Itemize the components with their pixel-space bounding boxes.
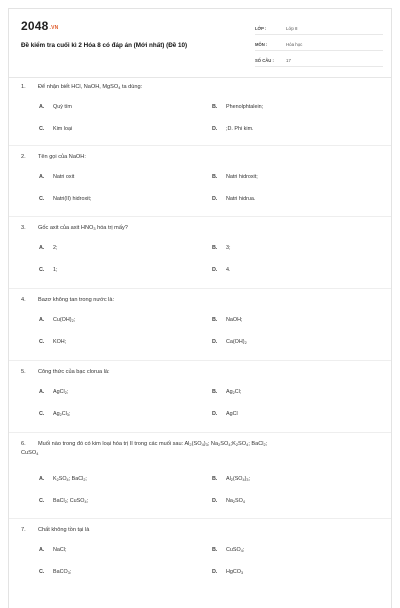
option-letter: B. xyxy=(212,547,218,553)
option-letter: C. xyxy=(39,126,45,132)
meta-value[interactable]: Lớp 8 xyxy=(286,26,298,31)
option-letter: A. xyxy=(39,547,45,553)
logo-text: 2048 xyxy=(21,19,49,33)
answer-option[interactable] xyxy=(212,498,245,504)
question-number: 6. xyxy=(21,441,26,447)
meta-label: SỐ CÂU : xyxy=(255,58,274,63)
meta-value[interactable]: Hóa học xyxy=(286,42,303,47)
answer-option[interactable] xyxy=(39,104,72,110)
exam-page xyxy=(8,8,392,608)
question-separator xyxy=(9,216,391,217)
option-letter: A. xyxy=(39,104,45,110)
option-text: NaCl; xyxy=(53,547,67,553)
answer-option[interactable] xyxy=(39,389,68,395)
answer-option[interactable] xyxy=(39,317,75,323)
answer-option[interactable] xyxy=(212,476,250,482)
answer-option[interactable] xyxy=(39,196,91,202)
option-letter: B. xyxy=(212,245,218,251)
option-letter: C. xyxy=(39,498,45,504)
page-title: Đề kiểm tra cuối kì 2 Hóa 8 có đáp án (Mới nhất) (Đề 10) xyxy=(21,42,188,49)
option-letter: A. xyxy=(39,245,45,251)
question-stem xyxy=(21,296,381,305)
question-text: Để nhận biết HCl, NaOH, MgSO$_4$ ta dùng: xyxy=(38,84,143,90)
question-number: 3. xyxy=(21,225,26,231)
option-letter: C. xyxy=(39,196,45,202)
question-separator xyxy=(9,145,391,146)
question-separator xyxy=(9,432,391,433)
option-text: $Ca(OH)_2$ xyxy=(226,339,247,345)
option-letter: C. xyxy=(39,339,45,345)
answer-option[interactable] xyxy=(212,317,242,323)
answer-option[interactable] xyxy=(212,547,244,553)
option-text: CuSO$_4$; xyxy=(226,547,245,553)
option-letter: D. xyxy=(212,267,218,273)
meta-value: 17 xyxy=(286,58,291,63)
answer-option[interactable] xyxy=(212,104,263,110)
option-letter: A. xyxy=(39,317,45,323)
option-text: ;D. Phi kim. xyxy=(226,126,254,132)
question-stem xyxy=(21,526,381,535)
option-letter: C. xyxy=(39,267,45,273)
header-divider xyxy=(9,77,391,78)
question-text: Công thức của bạc clorua là: xyxy=(38,369,110,375)
question-text: Gốc axit của axit $HNO_3$ hóa trị mấy? xyxy=(38,225,128,231)
option-text: $Cu(OH)_2$; xyxy=(53,317,76,323)
option-text: $Na_2SO_4$ xyxy=(226,498,245,504)
answer-option[interactable] xyxy=(212,339,247,345)
answer-option[interactable] xyxy=(39,245,58,251)
option-letter: B. xyxy=(212,389,218,395)
option-text: NaOH; xyxy=(226,317,243,323)
option-letter: D. xyxy=(212,498,218,504)
option-text: 1; xyxy=(53,267,58,273)
question-number: 1. xyxy=(21,84,26,90)
option-text: 2; xyxy=(53,245,58,251)
question-text: Muối nào trong đó có kim loại hóa trị II trong các muối sau: $Al_2(SO_4)_3$; $Na_2SO_4;K_2SO_4$; BaCl$_2$; CuSO$_4$ xyxy=(21,441,268,456)
answer-option[interactable] xyxy=(39,547,66,553)
question-stem xyxy=(21,153,381,162)
exam-meta xyxy=(255,23,383,71)
option-letter: D. xyxy=(212,196,218,202)
question-stem xyxy=(21,440,381,457)
question-text: Bazơ không tan trong nước là: xyxy=(38,297,115,303)
logo-suffix: .VN xyxy=(49,25,59,31)
answer-option[interactable] xyxy=(212,245,231,251)
answer-option[interactable] xyxy=(39,174,74,180)
option-letter: A. xyxy=(39,174,45,180)
question-number: 5. xyxy=(21,369,26,375)
option-text: Natri hidrua. xyxy=(226,196,256,202)
option-text: Quỳ tím xyxy=(53,104,72,110)
question-separator xyxy=(9,360,391,361)
option-letter: B. xyxy=(212,174,218,180)
option-text: Natri(II) hidroxit; xyxy=(53,196,92,202)
option-text: BaCO$_3$; xyxy=(53,569,72,575)
option-text: Natri hidroxit; xyxy=(226,174,258,180)
answer-option[interactable] xyxy=(212,411,238,417)
option-letter: D. xyxy=(212,339,218,345)
option-letter: D. xyxy=(212,411,218,417)
question-number: 7. xyxy=(21,527,26,533)
option-letter: C. xyxy=(39,569,45,575)
answer-option[interactable] xyxy=(39,498,88,504)
option-text: Kim loại xyxy=(53,126,73,132)
answer-option[interactable] xyxy=(212,267,231,273)
meta-row-class xyxy=(255,23,383,35)
question-separator xyxy=(9,288,391,289)
option-text: $Al_2(SO_4)_3$; xyxy=(226,476,251,482)
question-stem xyxy=(21,224,381,233)
answer-option[interactable] xyxy=(212,174,258,180)
option-text: KOH; xyxy=(53,339,67,345)
question-separator xyxy=(9,518,391,519)
answer-option[interactable] xyxy=(39,126,72,132)
option-letter: B. xyxy=(212,317,218,323)
meta-row-count xyxy=(255,55,383,67)
question-text: Tên gọi của NaOH: xyxy=(38,154,86,160)
answer-option[interactable] xyxy=(212,196,255,202)
site-logo[interactable] xyxy=(21,19,58,33)
question-number: 4. xyxy=(21,297,26,303)
page-header xyxy=(9,9,391,75)
option-text: 3; xyxy=(226,245,231,251)
answer-option[interactable] xyxy=(39,339,66,345)
option-text: $Ag_2Cl_3$; xyxy=(53,411,71,417)
option-text: HgCO$_3$ xyxy=(226,569,244,575)
answer-option[interactable] xyxy=(39,476,87,482)
option-text: AgCl xyxy=(226,411,238,417)
option-text: BaCl$_2$; CuSO$_4$; xyxy=(53,498,89,504)
option-text: 4. xyxy=(226,267,231,273)
meta-label: LỚP : xyxy=(255,26,267,31)
option-letter: D. xyxy=(212,126,218,132)
option-text: AgCl$_2$; xyxy=(53,389,69,395)
option-letter: A. xyxy=(39,389,45,395)
option-text: $K_2SO_4$; BaCl$_2$; xyxy=(53,476,87,482)
option-letter: A. xyxy=(39,476,45,482)
meta-label: MÔN : xyxy=(255,42,268,47)
question-stem xyxy=(21,83,381,92)
meta-row-subject xyxy=(255,39,383,51)
option-letter: B. xyxy=(212,104,218,110)
answer-option[interactable] xyxy=(212,569,243,575)
option-text: Phenolphtalein; xyxy=(226,104,264,110)
option-text: Natri oxit xyxy=(53,174,75,180)
answer-option[interactable] xyxy=(39,267,58,273)
option-letter: B. xyxy=(212,476,218,482)
question-number: 2. xyxy=(21,154,26,160)
answer-option[interactable] xyxy=(212,126,254,132)
question-stem xyxy=(21,368,381,377)
answer-option[interactable] xyxy=(39,569,71,575)
question-text: Chất không tồn tại là xyxy=(38,527,90,533)
answer-option[interactable] xyxy=(39,411,70,417)
option-letter: D. xyxy=(212,569,218,575)
option-letter: C. xyxy=(39,411,45,417)
answer-option[interactable] xyxy=(212,389,241,395)
option-text: $Ag_2Cl$; xyxy=(226,389,242,395)
